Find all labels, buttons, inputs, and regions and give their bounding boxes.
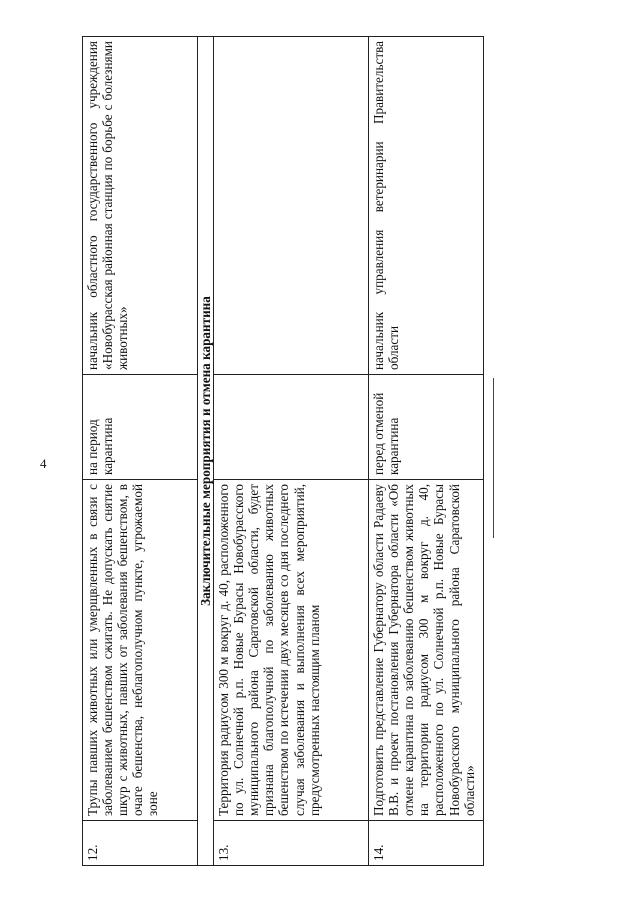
row-number: 14.: [369, 821, 484, 866]
table-row: [83, 37, 198, 866]
table-row: [214, 37, 369, 866]
row-responsible: начальник управления ветеринарии Правительства области: [369, 37, 484, 375]
row-number: 13.: [214, 821, 369, 866]
row-responsible: начальник областного государственного учреждения «Новобурасская районная станция по борьбе с болезнями животных»: [83, 37, 198, 375]
row-term: перед отменой карантина: [369, 375, 484, 480]
table-row: [369, 37, 484, 866]
row-action: Трупы павших животных или умерщвленных в связи с заболеванием бешенством сжигать. Не допускать снятие шкур с животных, павших от заболевания бешенством, в очаге бешенства, неблагополучном пункте, угрожаемой зоне: [83, 480, 198, 821]
row-term: на период карантина: [83, 375, 198, 480]
row-action: Территория радиусом 300 м вокруг д. 40, расположенного по ул. Солнечной р.п. Новые Бурасы Новобурасского муниципального района Саратовской области, будет признана благополучной по заболеванию животных бешенством по истечении двух месяцев со дня последнего случая заболевания и выполнения всех мероприятий, предусмотренных настоящим планом: [214, 480, 369, 821]
section-title: Заключительные мероприятия и отмена карантина: [198, 37, 214, 866]
row-number: 12.: [83, 821, 198, 866]
plan-table: [82, 36, 484, 866]
row-term: [214, 375, 369, 480]
section-row: [198, 37, 214, 866]
row-responsible: [214, 37, 369, 375]
page-number: 4: [40, 456, 47, 471]
row-action: Подготовить представление Губернатору области Радаеву В.В. и проект постановления Губернатора области «Об отмене карантина по заболеванию бешенством животных на территории радиусом 300 м вокруг д. 40, расположенного по ул. Солнечной р.п. Новые Бурасы Новобурасского муниципального района Саратовской области»: [369, 480, 484, 821]
footer-rule: [493, 378, 494, 538]
rotated-table-container: [82, 36, 477, 866]
